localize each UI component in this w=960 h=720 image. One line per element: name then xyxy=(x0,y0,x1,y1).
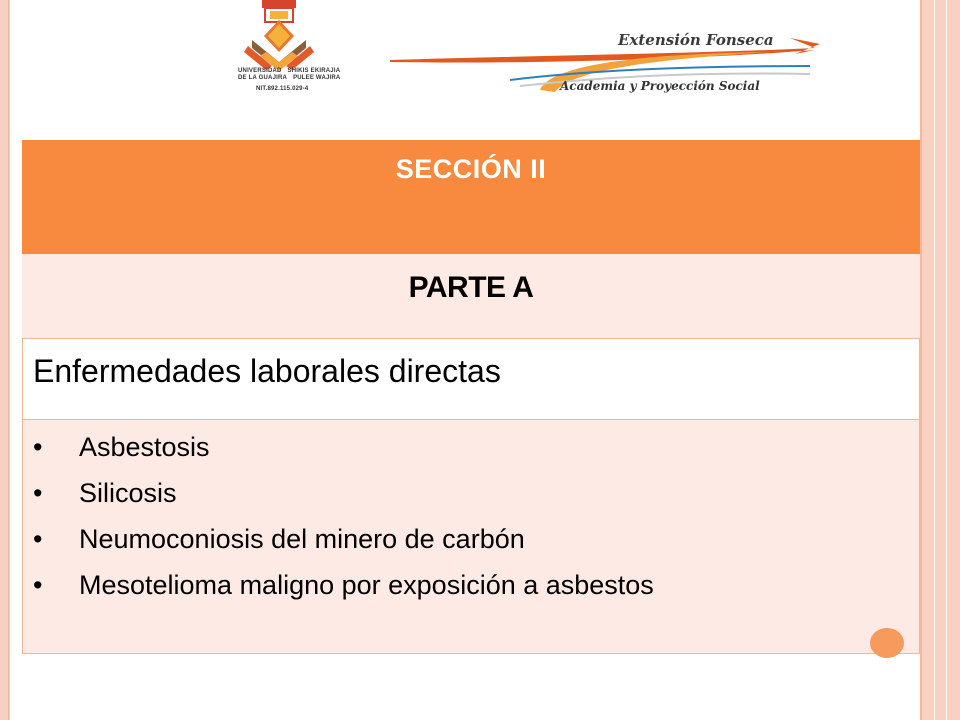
bullet-icon: • xyxy=(33,478,43,508)
section-header-row xyxy=(22,140,920,254)
bullet-icon: • xyxy=(33,524,43,554)
university-name: UNIVERSIDAD SHIKIS EKIRAJIA DE LA GUAJIRA PULEE WAJIRA NIT.892.115.029-4 xyxy=(238,68,398,93)
category-row xyxy=(22,338,920,420)
decorative-circle xyxy=(870,628,904,658)
category-title: Enfermedades laborales directas xyxy=(33,353,501,389)
slide-right-border xyxy=(920,0,960,720)
section-title: SECCIÓN II xyxy=(395,154,547,184)
bullet-icon: • xyxy=(33,570,43,600)
part-row xyxy=(22,254,920,338)
bullet-icon: • xyxy=(33,432,43,462)
university-nit: NIT.892.115.029-4 xyxy=(256,86,309,92)
disease-list-row: • Asbestosis • Silicosis • Neumoconiosis del minero de carbón • Mesotelioma maligno por exposición a asbestos xyxy=(22,420,920,654)
slide-left-border xyxy=(0,0,10,720)
extension-title: Extensión Fonseca xyxy=(618,31,774,49)
extension-subtitle: Academia y Proyección Social xyxy=(560,79,760,93)
part-title: PARTE A xyxy=(408,271,534,304)
